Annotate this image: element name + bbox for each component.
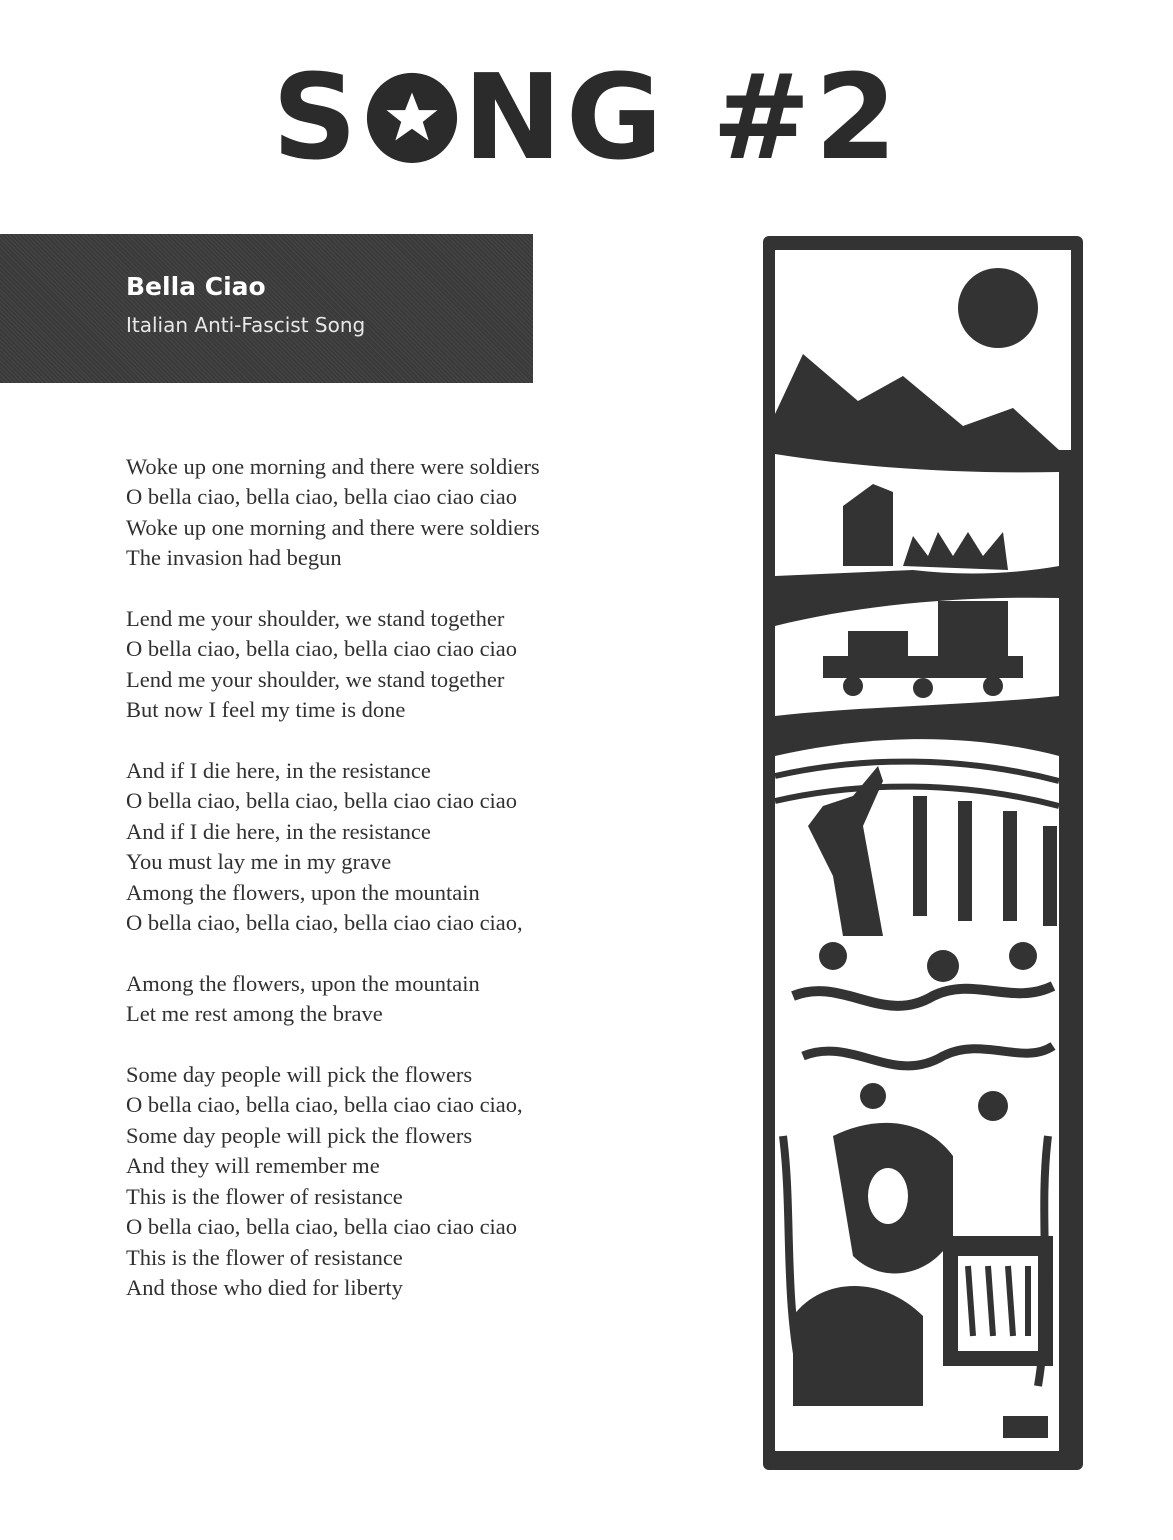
star-o-icon xyxy=(363,64,461,168)
lyric-line: And they will remember me xyxy=(126,1153,380,1179)
lyric-line: And those who died for liberty xyxy=(126,1274,403,1300)
lyric-line: Some day people will pick the flowers xyxy=(126,1122,473,1148)
lyric-stanza xyxy=(126,1060,686,1303)
woodcut-illustration xyxy=(763,236,1083,1470)
lyric-line: Lend me your shoulder, we stand together xyxy=(126,606,505,632)
lyric-line: And if I die here, in the resistance xyxy=(126,818,431,844)
lyric-line: Let me rest among the brave xyxy=(126,1001,383,1027)
lyric-stanza xyxy=(126,969,686,1030)
lyric-line: And if I die here, in the resistance xyxy=(126,758,431,784)
lyric-line: Woke up one morning and there were soldiers xyxy=(126,514,540,540)
lyric-stanza xyxy=(126,756,686,938)
lyric-line: Among the flowers, upon the mountain xyxy=(126,970,480,996)
lyric-line: This is the flower of resistance xyxy=(126,1244,403,1270)
lyric-line: Among the flowers, upon the mountain xyxy=(126,879,480,905)
lyric-line: Lend me your shoulder, we stand together xyxy=(126,666,505,692)
lyric-line: You must lay me in my grave xyxy=(126,849,392,875)
lyrics xyxy=(126,452,686,1334)
heading-suffix: NG #2 xyxy=(463,48,901,186)
lyric-line: Some day people will pick the flowers xyxy=(126,1062,473,1088)
heading-prefix: S xyxy=(272,48,362,186)
lyric-line: Woke up one morning and there were soldiers xyxy=(126,454,540,479)
lyric-line: The invasion had begun xyxy=(126,545,342,571)
lyric-line: This is the flower of resistance xyxy=(126,1183,403,1209)
lyric-line: O bella ciao, bella ciao, bella ciao ciao ciao xyxy=(126,636,518,662)
lyric-stanza xyxy=(126,452,686,574)
lyric-line: O bella ciao, bella ciao, bella ciao ciao ciao xyxy=(126,1214,518,1240)
title-band xyxy=(0,234,533,383)
lyric-line: O bella ciao, bella ciao, bella ciao ciao ciao, xyxy=(126,910,523,936)
lyric-stanza xyxy=(126,604,686,726)
lyric-line: But now I feel my time is done xyxy=(126,697,406,723)
song-title: Bella Ciao xyxy=(126,272,266,301)
lyric-line: O bella ciao, bella ciao, bella ciao ciao ciao xyxy=(126,788,518,814)
lyric-line: O bella ciao, bella ciao, bella ciao ciao ciao xyxy=(126,484,518,510)
page-heading xyxy=(0,48,1173,186)
song-subtitle: Italian Anti-Fascist Song xyxy=(126,313,366,337)
lyric-line: O bella ciao, bella ciao, bella ciao ciao ciao, xyxy=(126,1092,523,1118)
